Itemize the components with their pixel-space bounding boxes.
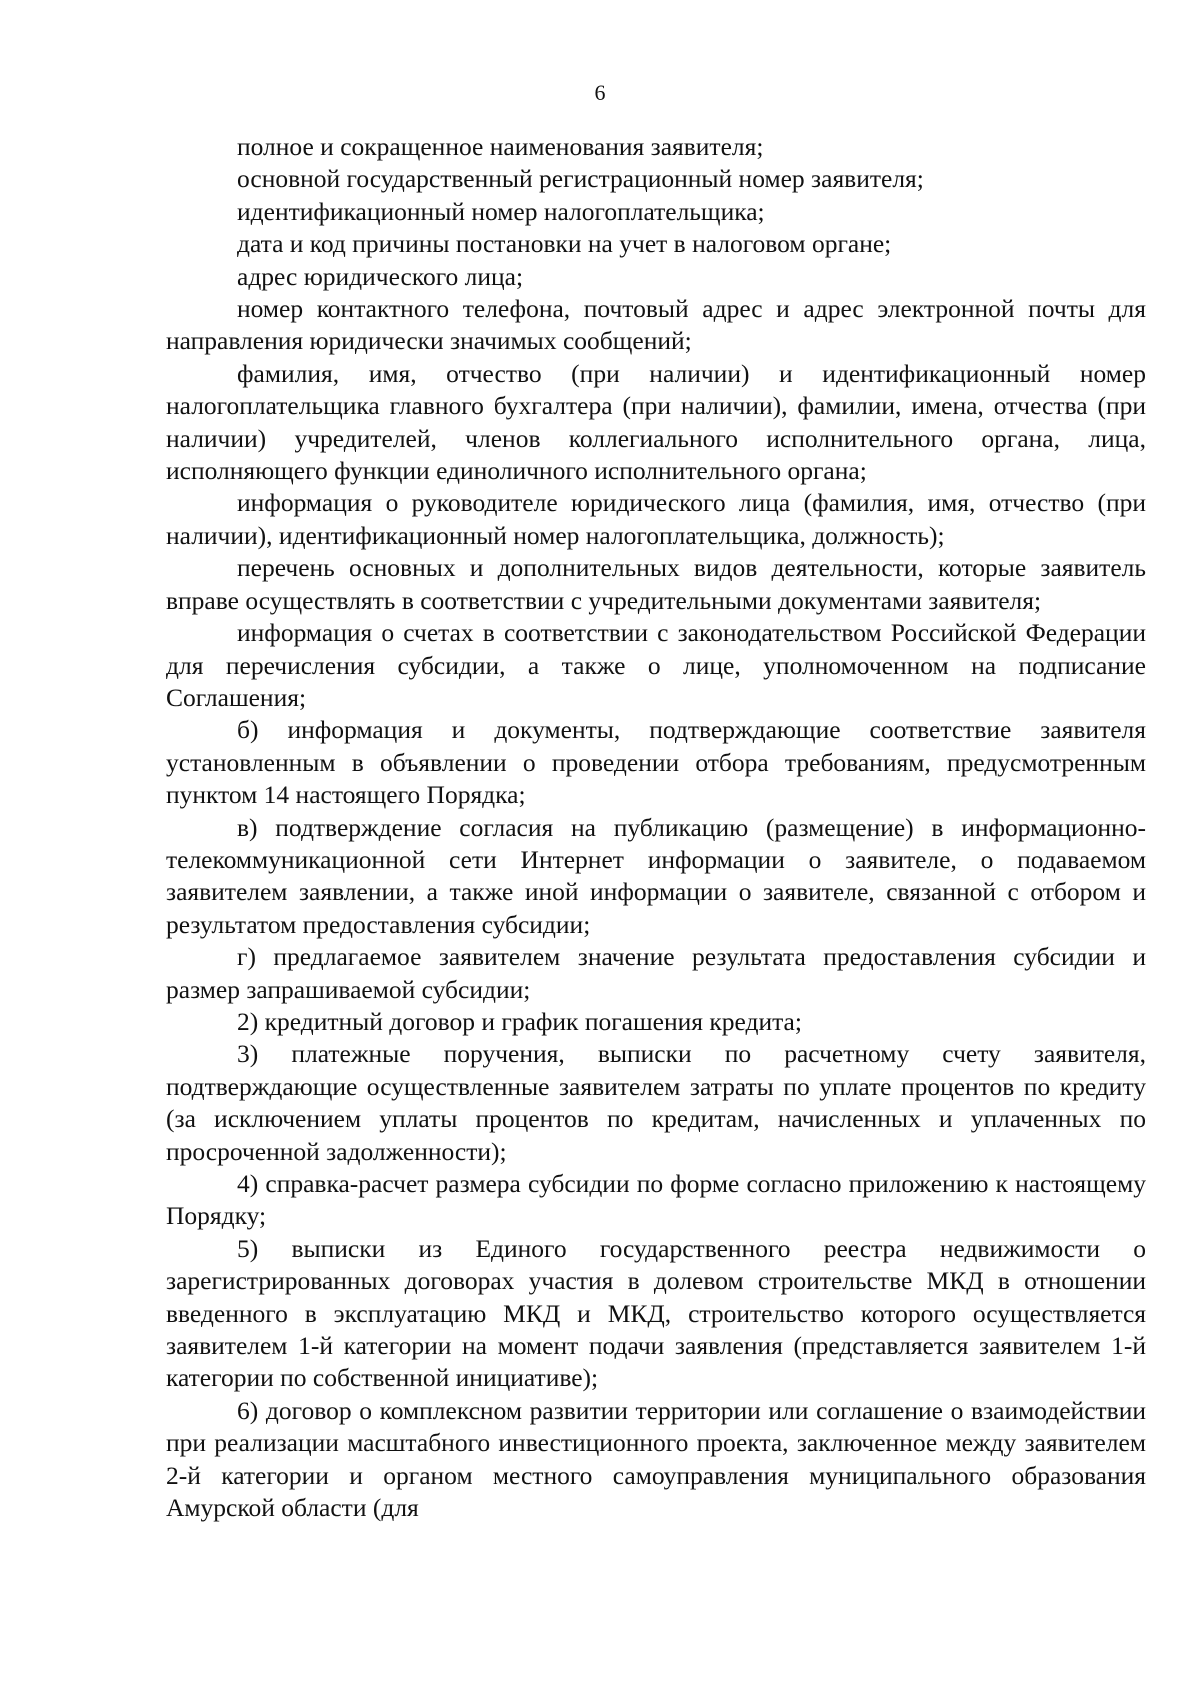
paragraph: фамилия, имя, отчество (при наличии) и идентификационный номер налогоплательщика главного бухгалтера (при наличии), фамилии, имена, отчества (при наличии) учредителей, членов коллегиального исполнительного органа, лица, исполняющего функции единоличного исполнительного органа; [166, 358, 1146, 486]
paragraph: г) предлагаемое заявителем значение результата предоставления субсидии и размер запрашиваемой субсидии; [166, 942, 1146, 1004]
paragraph: идентификационный номер налогоплательщика; [237, 196, 765, 226]
paragraph: номер контактного телефона, почтовый адрес и адрес электронной почты для направления юридически значимых сообщений; [166, 294, 1146, 356]
paragraph: дата и код причины постановки на учет в налоговом органе; [237, 229, 892, 259]
paragraph: 4) справка-расчет размера субсидии по форме согласно приложению к настоящему Порядку; [166, 1169, 1146, 1231]
paragraph: адрес юридического лица; [237, 261, 524, 291]
paragraph: б) информация и документы, подтверждающие соответствие заявителя установленным в объявлении о проведении отбора требованиям, предусмотренным пунктом 14 настоящего Порядка; [166, 715, 1146, 810]
paragraph: в) подтверждение согласия на публикацию (размещение) в информационно-телекоммуникационной сети Интернет информации о заявителе, о подаваемом заявителем заявлении, а также иной информации о заявителе, связанной с отбором и результатом предоставления субсидии; [166, 812, 1146, 939]
paragraph: 6) договор о комплексном развитии территории или соглашение о взаимодействии при реализации масштабного инвестиционного проекта, заключенное между заявителем 2-й категории и органом местного самоуправления муниципального образования Амурской области (для [166, 1395, 1146, 1523]
paragraph: 5) выписки из Единого государственного реестра недвижимости о зарегистрированных договорах участия в долевом строительстве МКД в отношении введенного в эксплуатацию МКД и МКД, строительство которого осуществляется заявителем 1-й категории на момент подачи заявления (представляется заявителем 1-й категории по собственной инициативе); [166, 1233, 1146, 1393]
paragraph: полное и сокращенное наименования заявителя; [237, 132, 764, 161]
paragraph: 3) платежные поручения, выписки по расчетному счету заявителя, подтверждающие осуществленные заявителем затраты по уплате процентов по кредиту (за исключением уплаты процентов по кредитам, начисленных и уплаченных по просроченной задолженности); [166, 1039, 1146, 1166]
paragraph: основной государственный регистрационный номер заявителя; [237, 164, 924, 194]
document-body [166, 131, 1146, 1524]
paragraph: 2) кредитный договор и график погашения кредита; [237, 1006, 802, 1036]
paragraph: информация о руководителе юридического лица (фамилия, имя, отчество (при наличии), идентификационный номер налогоплательщика, должность); [166, 488, 1146, 550]
paragraph: перечень основных и дополнительных видов деятельности, которые заявитель вправе осуществлять в соответствии с учредительными документами заявителя; [166, 553, 1146, 615]
page-number: 6 [594, 80, 606, 105]
paragraph: информация о счетах в соответствии с законодательством Российской Федерации для перечисления субсидии, а также о лице, уполномоченном на подписание Соглашения; [166, 618, 1146, 712]
